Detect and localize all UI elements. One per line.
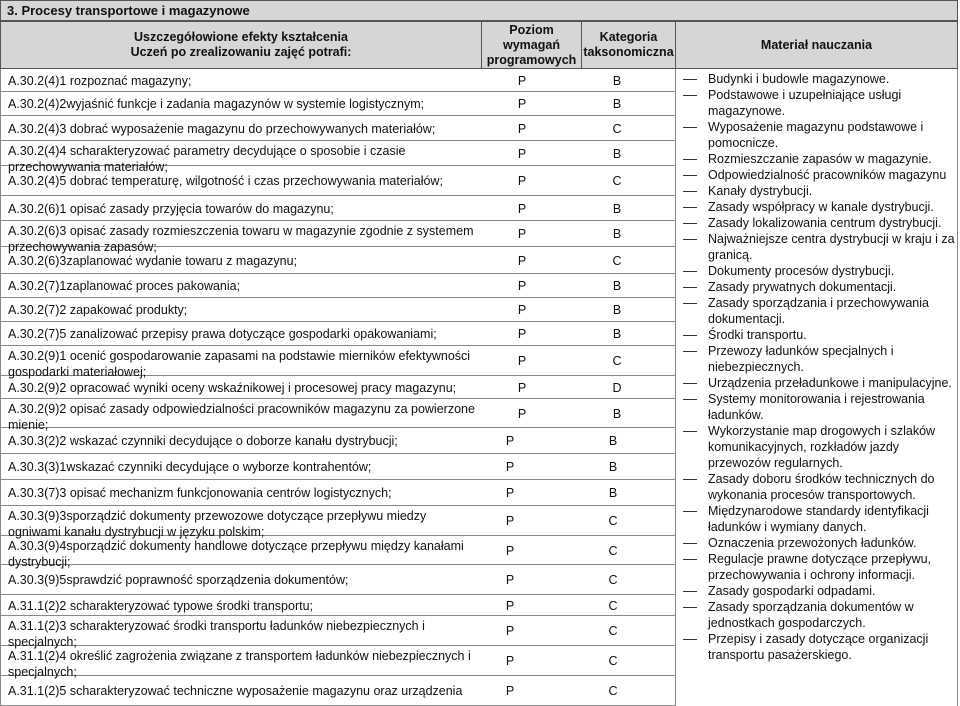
level-cell: P — [517, 303, 527, 317]
material-text: Zasady gospodarki odpadami. — [708, 584, 876, 598]
material-item — [683, 551, 955, 583]
material-item — [683, 375, 955, 391]
effect-text: A.30.2(9)2 opisać zasady odpowiedzialności pracowników magazynu za powierzone mienie; — [8, 402, 475, 432]
table-row — [0, 298, 675, 322]
level-cell: P — [505, 434, 515, 448]
material-text: Zasady sporządzania dokumentów w jednostkach gospodarczych. — [708, 600, 914, 630]
table-row — [0, 322, 675, 346]
effect-text: A.31.1(2)3 scharakteryzować środki transportu ładunków niebezpiecznych i specjalnych; — [8, 619, 425, 649]
category-cell: C — [608, 573, 618, 587]
header-level-line2: wymagań — [503, 37, 560, 52]
header-level-line1: Poziom — [509, 22, 554, 37]
category-cell: C — [608, 514, 618, 528]
effect-text: A.30.2(7)1zaplanować proces pakowania; — [8, 279, 241, 293]
header-level — [481, 21, 582, 69]
dash-bullet-icon — [683, 223, 697, 224]
level-cell: P — [505, 684, 515, 698]
table-row — [0, 166, 675, 196]
material-item — [683, 535, 955, 551]
material-text: Rozmieszczanie zapasów w magazynie. — [708, 152, 932, 166]
table-row — [0, 536, 675, 569]
effect-text: A.30.2(9)2 opracować wyniki oceny wskaźnikowej i procesowej pracy magazynu; — [8, 380, 457, 395]
material-text: Urządzenia przeładunkowe i manipulacyjne. — [708, 376, 952, 390]
effect-text: A.30.3(9)3sporządzić dokumenty przewozowe dotyczące przepływu miedzy ogniwami kanału dystrybucji w języku polskim; — [8, 509, 427, 539]
table-row — [0, 247, 675, 274]
category-cell: B — [612, 97, 622, 111]
table-row — [0, 221, 675, 254]
dash-bullet-icon — [683, 127, 697, 128]
table-row — [0, 92, 675, 116]
material-item — [683, 263, 955, 279]
table-row — [0, 399, 675, 432]
material-item — [683, 199, 955, 215]
category-cell: B — [612, 201, 622, 216]
material-item — [683, 215, 955, 231]
header-level-line3: programowych — [486, 52, 577, 67]
effect-text: A.30.2(4)1 rozpoznać magazyny; — [8, 73, 192, 88]
material-text: Międzynarodowe standardy identyfikacji ładunków i wymiany danych. — [708, 504, 929, 534]
column-divider — [675, 69, 676, 706]
dash-bullet-icon — [683, 511, 697, 512]
level-cell: P — [505, 624, 515, 638]
material-item — [683, 471, 955, 503]
dash-bullet-icon — [683, 175, 697, 176]
material-text: Zasady prywatnych dokumentacji. — [708, 280, 897, 294]
effect-text: A.30.3(9)4sporządzić dokumenty handlowe dotyczące przepływu między kanałami dystrybucji; — [8, 539, 464, 569]
level-cell: P — [505, 543, 515, 558]
section-title: 3. Procesy transportowe i magazynowe — [0, 0, 958, 21]
effect-text: A.30.3(3)1wskazać czynniki decydujące o wyborze kontrahentów; — [8, 460, 372, 474]
material-item — [683, 279, 955, 295]
material-item — [683, 503, 955, 535]
category-cell: B — [612, 73, 622, 88]
material-text: Systemy monitorowania i rejestrowania ładunków. — [708, 392, 925, 422]
effect-text: A.30.2(7)2 zapakować produkty; — [8, 303, 188, 317]
level-cell: P — [517, 73, 527, 88]
category-cell: C — [608, 543, 618, 558]
level-cell: P — [517, 201, 527, 216]
dash-bullet-icon — [683, 159, 697, 160]
category-cell: C — [608, 684, 618, 698]
category-cell: B — [608, 434, 618, 448]
category-cell: C — [608, 624, 618, 638]
material-item — [683, 583, 955, 599]
table-row — [0, 428, 675, 454]
effect-text: A.30.2(6)1 opisać zasady przyjęcia towarów do magazynu; — [8, 201, 334, 216]
category-cell: B — [608, 460, 618, 474]
effect-text: A.30.2(4)3 dobrać wyposażenie magazynu do przechowywanych materiałów; — [8, 121, 436, 136]
dash-bullet-icon — [683, 479, 697, 480]
material-text: Odpowiedzialność pracowników magazynu — [708, 168, 947, 182]
material-item — [683, 423, 955, 471]
table-row — [0, 141, 675, 174]
effect-text: A.30.2(9)1 ocenić gospodarowanie zapasami na podstawie mierników efektywności gospodarki materiałowej; — [8, 349, 471, 379]
material-item — [683, 327, 955, 343]
effect-text: A.30.3(2)2 wskazać czynniki decydujące o doborze kanału dystrybucji; — [8, 434, 398, 448]
level-cell: P — [517, 146, 527, 161]
dash-bullet-icon — [683, 639, 697, 640]
header-effects-line2: Uczeń po zrealizowaniu zajęć potrafi: — [130, 45, 352, 59]
dash-bullet-icon — [683, 431, 697, 432]
header-category — [581, 21, 676, 69]
material-text: Wyposażenie magazynu podstawowe i pomocnicze. — [708, 120, 924, 150]
border-left — [0, 69, 1, 706]
level-cell: P — [505, 460, 515, 474]
effect-text: A.31.1(2)5 scharakteryzować techniczne wyposażenie magazynu oraz urządzenia — [8, 684, 463, 698]
level-cell: P — [517, 174, 527, 188]
level-cell: P — [517, 97, 527, 111]
effect-text: A.30.2(7)5 zanalizować przepisy prawa dotyczące gospodarki opakowaniami; — [8, 327, 437, 341]
material-text: Zasady sporządzania i przechowywania dokumentacji. — [708, 296, 929, 326]
material-item — [683, 231, 955, 263]
dash-bullet-icon — [683, 399, 697, 400]
header-category-line2: taksonomiczna — [583, 45, 674, 59]
level-cell: P — [505, 573, 515, 587]
category-cell: B — [612, 406, 622, 421]
dash-bullet-icon — [683, 559, 697, 560]
material-text: Regulacje prawne dotyczące przepływu, przechowywania i ochrony informacji. — [708, 552, 932, 582]
dash-bullet-icon — [683, 607, 697, 608]
dash-bullet-icon — [683, 287, 697, 288]
dash-bullet-icon — [683, 79, 697, 80]
material-text: Oznaczenia przewożonych ładunków. — [708, 536, 917, 550]
dash-bullet-icon — [683, 335, 697, 336]
table-row — [0, 376, 675, 399]
category-cell: B — [612, 146, 622, 161]
category-cell: C — [608, 598, 618, 613]
dash-bullet-icon — [683, 383, 697, 384]
material-item — [683, 119, 955, 151]
level-cell: P — [517, 227, 527, 241]
material-text: Środki transportu. — [708, 328, 807, 342]
category-cell: B — [612, 327, 622, 341]
level-cell: P — [517, 380, 527, 395]
table-row — [0, 646, 675, 679]
material-text: Przepisy i zasady dotyczące organizacji transportu pasażerskiego. — [708, 632, 929, 662]
category-cell: B — [612, 303, 622, 317]
level-cell: P — [505, 654, 515, 668]
category-cell: C — [608, 654, 618, 668]
table-row — [0, 480, 675, 506]
material-item — [683, 87, 955, 119]
level-cell: P — [517, 354, 527, 368]
level-cell: P — [505, 514, 515, 528]
material-item — [683, 151, 955, 167]
material-text: Podstawowe i uzupełniające usługi magazynowe. — [708, 88, 902, 118]
material-text: Budynki i budowle magazynowe. — [708, 72, 890, 86]
effect-text: A.30.2(4)5 dobrać temperaturę, wilgotność i czas przechowywania materiałów; — [8, 174, 443, 188]
table-row — [0, 454, 675, 480]
table-row — [0, 116, 675, 141]
header-effects-line1: Uszczegółowione efekty kształcenia — [134, 30, 348, 44]
effect-text: A.30.3(9)5sprawdzić poprawność sporządzenia dokumentów; — [8, 573, 349, 587]
material-item — [683, 167, 955, 183]
category-cell: C — [612, 174, 622, 188]
table-row — [0, 196, 675, 221]
material-text: Dokumenty procesów dystrybucji. — [708, 264, 895, 278]
level-cell: P — [517, 279, 527, 293]
table-row — [0, 506, 675, 539]
effect-text: A.31.1(2)2 scharakteryzować typowe środki transportu; — [8, 598, 313, 613]
dash-bullet-icon — [683, 303, 697, 304]
category-cell: B — [612, 227, 622, 241]
material-item — [683, 295, 955, 327]
material-text: Zasady współpracy w kanale dystrybucji. — [708, 200, 934, 214]
category-cell: C — [612, 121, 622, 136]
category-cell: C — [612, 253, 622, 268]
material-list — [683, 71, 955, 663]
category-cell: C — [612, 354, 622, 368]
material-text: Najważniejsze centra dystrybucji w kraju i za granicą. — [708, 232, 955, 262]
level-cell: P — [517, 121, 527, 136]
dash-bullet-icon — [683, 591, 697, 592]
border-right — [957, 69, 958, 706]
level-cell: P — [517, 253, 527, 268]
level-cell: P — [517, 406, 527, 421]
header-category-line1: Kategoria — [599, 30, 658, 44]
dash-bullet-icon — [683, 351, 697, 352]
effect-text: A.30.2(6)3zaplanować wydanie towaru z magazynu; — [8, 253, 298, 268]
material-text: Kanały dystrybucji. — [708, 184, 813, 198]
table-row — [0, 346, 675, 379]
material-text: Przewozy ładunków specjalnych i niebezpiecznych. — [708, 344, 894, 374]
effect-text: A.31.1(2)4 określić zagrożenia związane z transportem ładunków niebezpiecznych i specjalnych; — [8, 649, 471, 679]
table-row — [0, 565, 675, 595]
effect-text: A.30.2(6)3 opisać zasady rozmieszczenia towaru w magazynie zgodnie z systemem przechowywania zapasów; — [8, 224, 474, 254]
level-cell: P — [517, 327, 527, 341]
effects-rows — [0, 69, 675, 706]
dash-bullet-icon — [683, 239, 697, 240]
level-cell: P — [505, 486, 515, 500]
level-cell: P — [505, 598, 515, 613]
header-material-label: Materiał nauczania — [760, 37, 873, 52]
effect-text: A.30.2(4)2wyjaśnić funkcje i zadania magazynów w systemie logistycznym; — [8, 97, 425, 111]
material-text: Zasady lokalizowania centrum dystrybucji. — [708, 216, 942, 230]
material-item — [683, 183, 955, 199]
dash-bullet-icon — [683, 95, 697, 96]
material-item — [683, 343, 955, 375]
material-item — [683, 631, 955, 663]
header-material — [675, 21, 958, 69]
header-effects — [0, 21, 482, 69]
effect-text: A.30.3(7)3 opisać mechanizm funkcjonowania centrów logistycznych; — [8, 486, 392, 500]
material-text: Zasady doboru środków technicznych do wykonania procesów transportowych. — [708, 472, 935, 502]
table-row — [0, 69, 675, 92]
category-cell: B — [608, 486, 618, 500]
dash-bullet-icon — [683, 207, 697, 208]
table-row — [0, 595, 675, 616]
table-row — [0, 274, 675, 298]
dash-bullet-icon — [683, 271, 697, 272]
dash-bullet-icon — [683, 191, 697, 192]
material-text: Wykorzystanie map drogowych i szlaków komunikacyjnych, rozkładów jazdy przewozów regularnych. — [708, 424, 936, 470]
category-cell: B — [612, 279, 622, 293]
material-item — [683, 599, 955, 631]
effect-text: A.30.2(4)4 scharakteryzować parametry decydujące o sposobie i czasie przechowywania materiałów; — [8, 144, 406, 174]
dash-bullet-icon — [683, 543, 697, 544]
category-cell: D — [612, 380, 622, 395]
material-item — [683, 391, 955, 423]
material-item — [683, 71, 955, 87]
table-row — [0, 616, 675, 649]
table-row — [0, 676, 675, 706]
